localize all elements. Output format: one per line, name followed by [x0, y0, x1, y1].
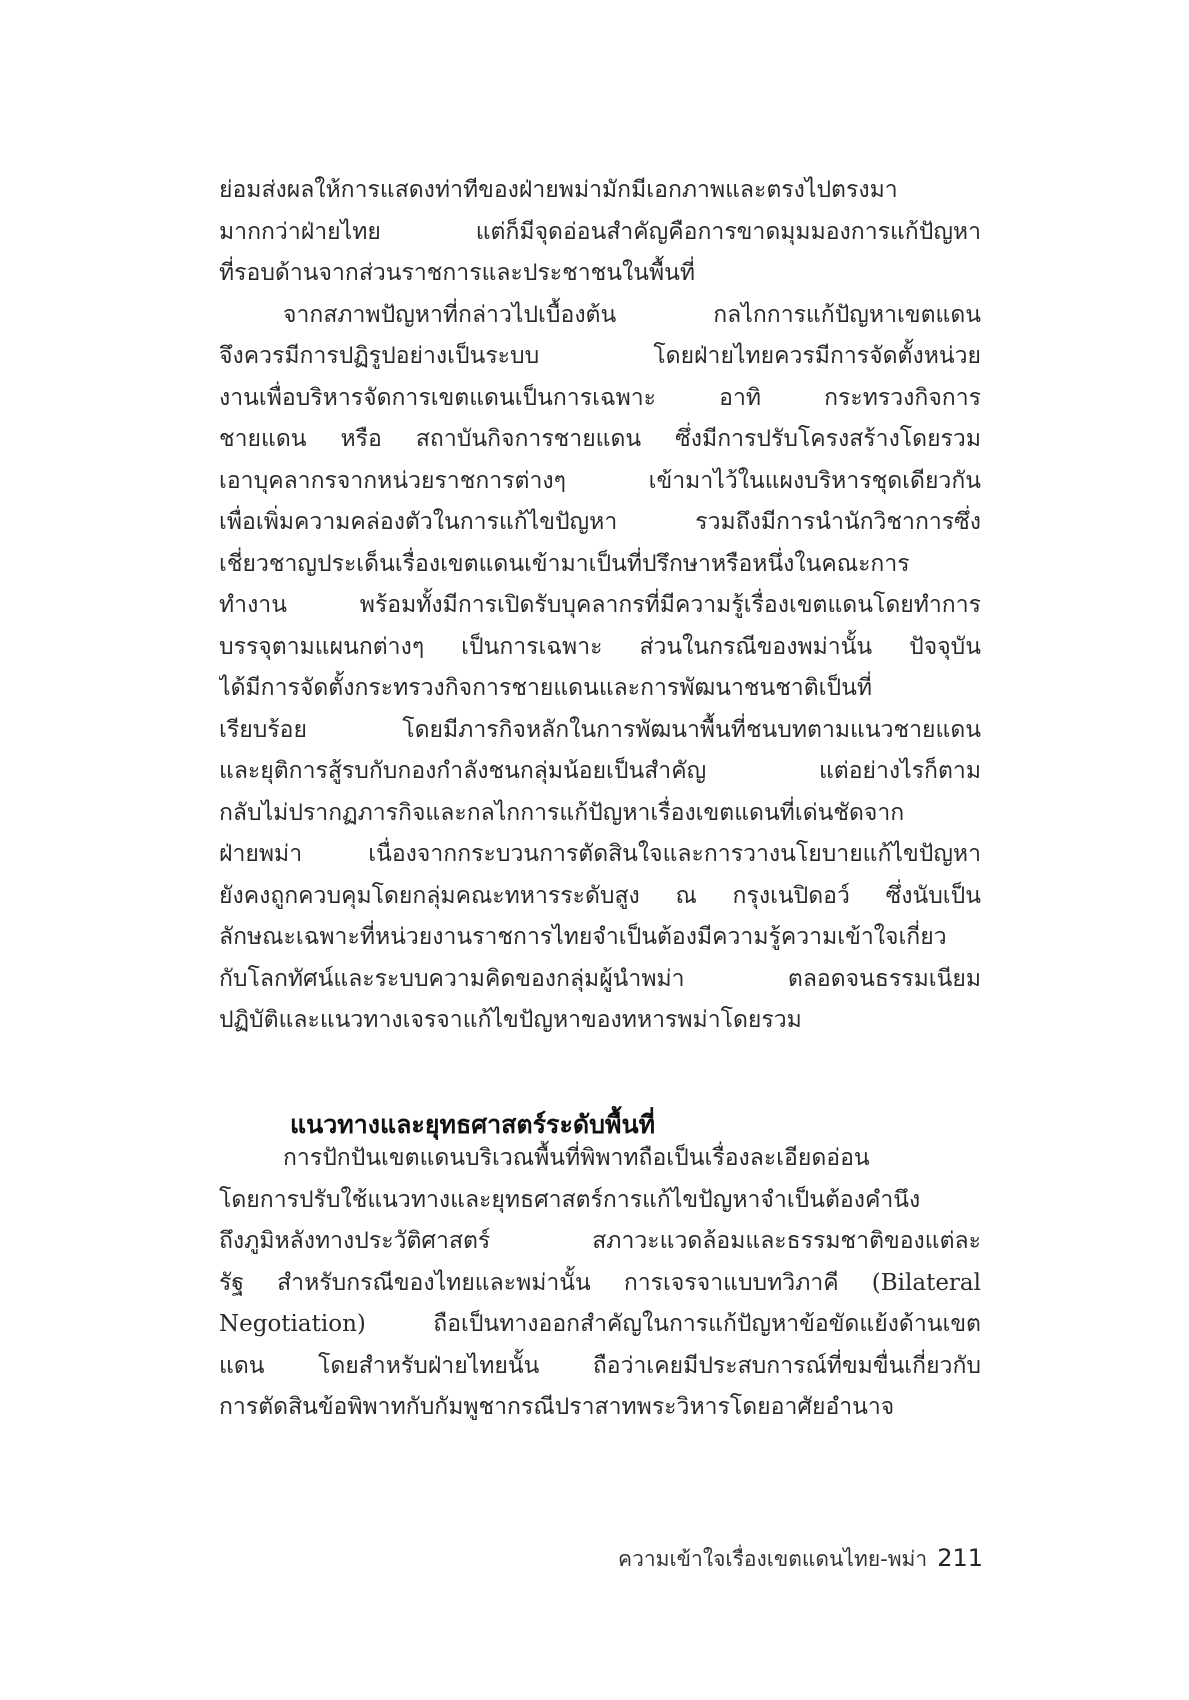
text-line: เรียบร้อย โดยมีภารกิจหลักในการพัฒนาพื้นที่ชนบทตามแนวชายแดน	[219, 716, 981, 743]
text-line: งานเพื่อบริหารจัดการเขตแดนเป็นการเฉพาะ อาทิ กระทรวงกิจการ	[219, 384, 981, 411]
text-line: Negotiation) ถือเป็นทางออกสำคัญในการแก้ปัญหาข้อขัดแย้งด้านเขต	[219, 1311, 981, 1337]
text-line: การปักปันเขตแดนบริเวณพื้นที่พิพาทถือเป็นเรื่องละเอียดอ่อน	[283, 1145, 870, 1171]
text-line: และยุติการสู้รบกับกองกำลังชนกลุ่มน้อยเป็นสำคัญ แต่อย่างไรก็ตาม	[219, 758, 981, 784]
text-line: จากสภาพปัญหาที่กล่าวไปเบื้องต้น กลไกการแก้ปัญหาเขตแดน	[283, 301, 981, 328]
text-line: เชี่ยวชาญประเด็นเรื่องเขตแดนเข้ามาเป็นที่ปรึกษาหรือหนึ่งในคณะการ	[219, 550, 910, 577]
text-line: โดยการปรับใช้แนวทางและยุทธศาสตร์การแก้ไขปัญหาจำเป็นต้องคำนึง	[219, 1186, 921, 1213]
text-line: ปฏิบัติและแนวทางเจรจาแก้ไขปัญหาของทหารพม่าโดยรวม	[219, 1007, 802, 1033]
text-line: บรรจุตามแผนกต่างๆ เป็นการเฉพาะ ส่วนในกรณีของพม่านั้น ปัจจุบัน	[219, 633, 981, 660]
running-title: ความเข้าใจเรื่องเขตแดนไทย-พม่า	[618, 1547, 928, 1571]
text-line: ได้มีการจัดตั้งกระทรวงกิจการชายแดนและการพัฒนาชนชาติเป็นที่	[219, 675, 872, 701]
page-number: 211	[937, 1544, 983, 1572]
section-heading: แนวทางและยุทธศาสตร์ระดับพื้นที่	[290, 1110, 656, 1139]
paragraph-reform	[219, 295, 981, 1042]
text-line: ทำงาน พร้อมทั้งมีการเปิดรับบุคลากรที่มีความรู้เรื่องเขตแดนโดยทำการ	[219, 592, 981, 618]
text-line: ที่รอบด้านจากส่วนราชการและประชาชนในพื้นที่	[219, 260, 696, 286]
text-line: ลักษณะเฉพาะที่หน่วยงานราชการไทยจำเป็นต้องมีความรู้ความเข้าใจเกี่ยว	[219, 924, 947, 950]
text-line: กับโลกทัศน์และระบบความคิดของกลุ่มผู้นำพม่า ตลอดจนธรรมเนียม	[219, 965, 981, 992]
text-line: ย่อมส่งผลให้การแสดงท่าทีของฝ่ายพม่ามักมีเอกภาพและตรงไปตรงมา	[219, 177, 898, 203]
text-line: จึงควรมีการปฏิรูปอย่างเป็นระบบ โดยฝ่ายไทยควรมีการจัดตั้งหน่วย	[219, 343, 981, 369]
paragraph-strategy	[219, 1138, 981, 1429]
text-line: กลับไม่ปรากฏภารกิจและกลไกการแก้ปัญหาเรื่องเขตแดนที่เด่นชัดจาก	[219, 799, 905, 826]
text-line: ถึงภูมิหลังทางประวัติศาสตร์ สภาวะแวดล้อมและธรรมชาติของแต่ละ	[219, 1228, 981, 1254]
page-footer	[598, 1541, 983, 1576]
text-line: รัฐ สำหรับกรณีของไทยและพม่านั้น การเจรจาแบบทวิภาคี (Bilateral	[219, 1269, 981, 1296]
text-line: ยังคงถูกควบคุมโดยกลุ่มคณะทหารระดับสูง ณ กรุงเนปิดอว์ ซึ่งนับเป็น	[219, 882, 981, 909]
text-line: เอาบุคลากรจากหน่วยราชการต่างๆ เข้ามาไว้ในแผงบริหารชุดเดียวกัน	[219, 467, 981, 494]
paragraph-continuation	[219, 170, 981, 295]
text-line: แดน โดยสำหรับฝ่ายไทยนั้น ถือว่าเคยมีประสบการณ์ที่ขมขื่นเกี่ยวกับ	[219, 1352, 981, 1379]
text-line: การตัดสินข้อพิพาทกับกัมพูชากรณีปราสาทพระวิหารโดยอาศัยอำนาจ	[219, 1394, 895, 1420]
text-line: มากกว่าฝ่ายไทย แต่ก็มีจุดอ่อนสำคัญคือการขาดมุมมองการแก้ปัญหา	[219, 218, 981, 245]
text-line: ชายแดน หรือ สถาบันกิจการชายแดน ซึ่งมีการปรับโครงสร้างโดยรวม	[219, 426, 981, 452]
text-line: ฝ่ายพม่า เนื่องจากกระบวนการตัดสินใจและการวางนโยบายแก้ไขปัญหา	[219, 841, 981, 867]
text-line: เพื่อเพิ่มความคล่องตัวในการแก้ไขปัญหา รวมถึงมีการนำนักวิชาการซึ่ง	[219, 509, 981, 535]
